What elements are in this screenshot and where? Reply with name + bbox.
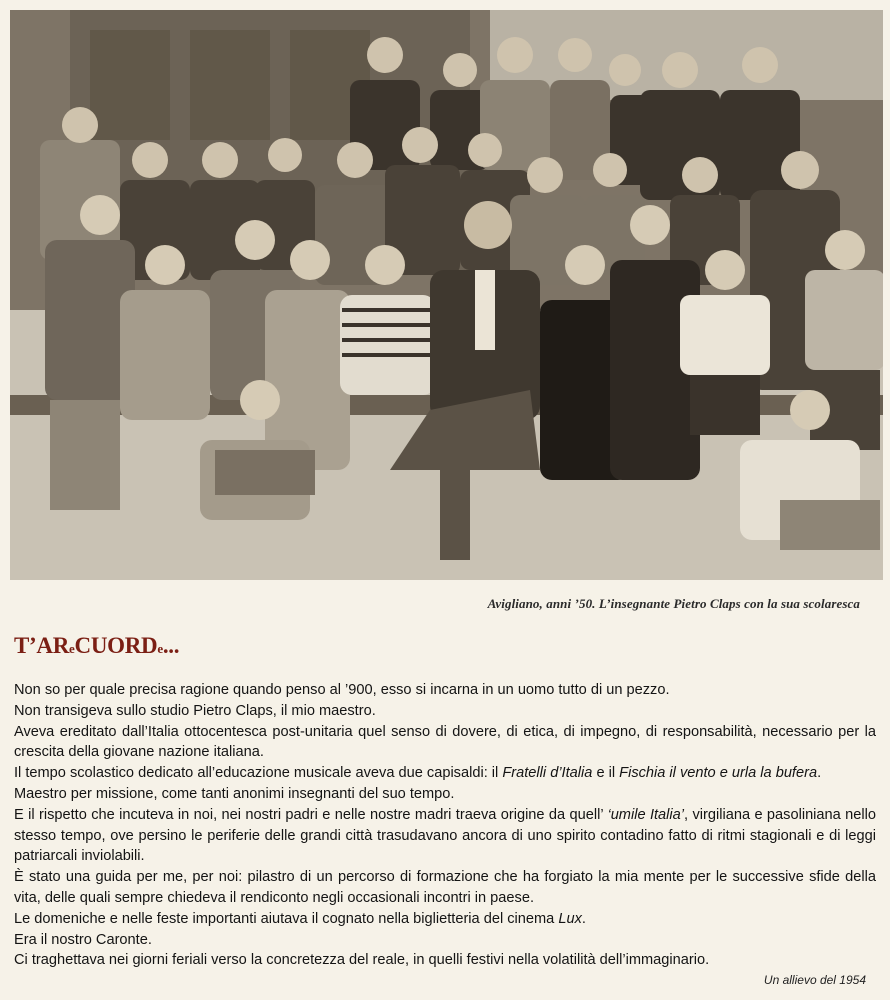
- paragraph-text: .: [817, 765, 822, 782]
- paragraph: [14, 867, 876, 909]
- paragraph-text: E il rispetto che incuteva in noi, nei nostri padri e nelle nostre madri traeva origine da quell’: [14, 806, 608, 823]
- article-heading: [14, 633, 179, 659]
- class-photo-illustration: [10, 10, 883, 580]
- heading-ellipsis: ...: [162, 633, 180, 658]
- photo-caption: Avigliano, anni ’50. L’insegnante Pietro Claps con la sua scolaresca: [487, 596, 860, 611]
- paragraph: [14, 784, 876, 805]
- italic-text: ‘umile Italia’: [607, 806, 685, 823]
- paragraph-text: Le domeniche e nelle feste importanti aiutava il cognato nella biglietteria del cinema: [14, 910, 559, 927]
- paragraph-text: Il tempo scolastico dedicato all’educazione musicale aveva due capisaldi: il: [14, 765, 503, 782]
- paragraph: [14, 763, 876, 784]
- paragraph: [14, 930, 876, 951]
- paragraph-text: .: [581, 910, 586, 927]
- paragraph-text: Aveva ereditato dall’Italia ottocentesca post-unitaria quel senso di dovere, di etica, di impegno, di responsabilità, necessario per la crescita della giovane nazione italiana.: [14, 723, 876, 761]
- italic-text: Fratelli d’Italia: [502, 765, 593, 782]
- paragraph-text: , virgiliana e pasoliniana nello stesso tempo, ove persino le periferie delle grandi città trasudavano ancora di uno spirito contadino fatto di ritmi stagionali e di leggi patriarcali inviolabili.: [14, 806, 876, 865]
- paragraph-text: Maestro per missione, come tanti anonimi insegnanti del suo tempo.: [14, 785, 455, 802]
- heading-part2: CUORD: [74, 633, 158, 658]
- paragraph-text: Era il nostro Caronte.: [14, 931, 152, 948]
- italic-text: Lux: [558, 910, 582, 927]
- paragraph: [14, 701, 876, 722]
- heading-small-e1: e: [69, 641, 75, 656]
- heading-small-e2: e: [157, 641, 163, 656]
- paragraph: [14, 909, 876, 930]
- paragraph: [14, 680, 876, 701]
- paragraph-text: Non so per quale precisa ragione quando penso al ’900, esso si incarna in un uomo tutto di un pezzo.: [14, 682, 670, 698]
- class-photo: [10, 10, 883, 580]
- paragraph-text: È stato una guida per me, per noi: pilastro di un percorso di formazione che ha forgiato la mia mente per le successive sfide della vita, delle quali sempre chiedeva il rendiconto negli occasionali incontri in paese.: [14, 869, 876, 906]
- heading-part1: T’AR: [14, 633, 70, 658]
- paragraph-text: Ci traghettava nei giorni feriali verso la concretezza del reale, in quelli festivi nella volatilità dell’immaginario.: [14, 952, 710, 969]
- paragraph-text: Non transigeva sullo studio Pietro Claps, il mio maestro.: [14, 702, 376, 719]
- italic-text: Fischia il vento e urla la bufera: [619, 765, 818, 782]
- article-body: [14, 680, 876, 971]
- paragraph: [14, 722, 876, 764]
- paragraph-text: e il: [592, 765, 620, 782]
- signature: Un allievo del 1954: [763, 973, 866, 987]
- paragraph: [14, 805, 876, 867]
- paragraph: [14, 950, 876, 971]
